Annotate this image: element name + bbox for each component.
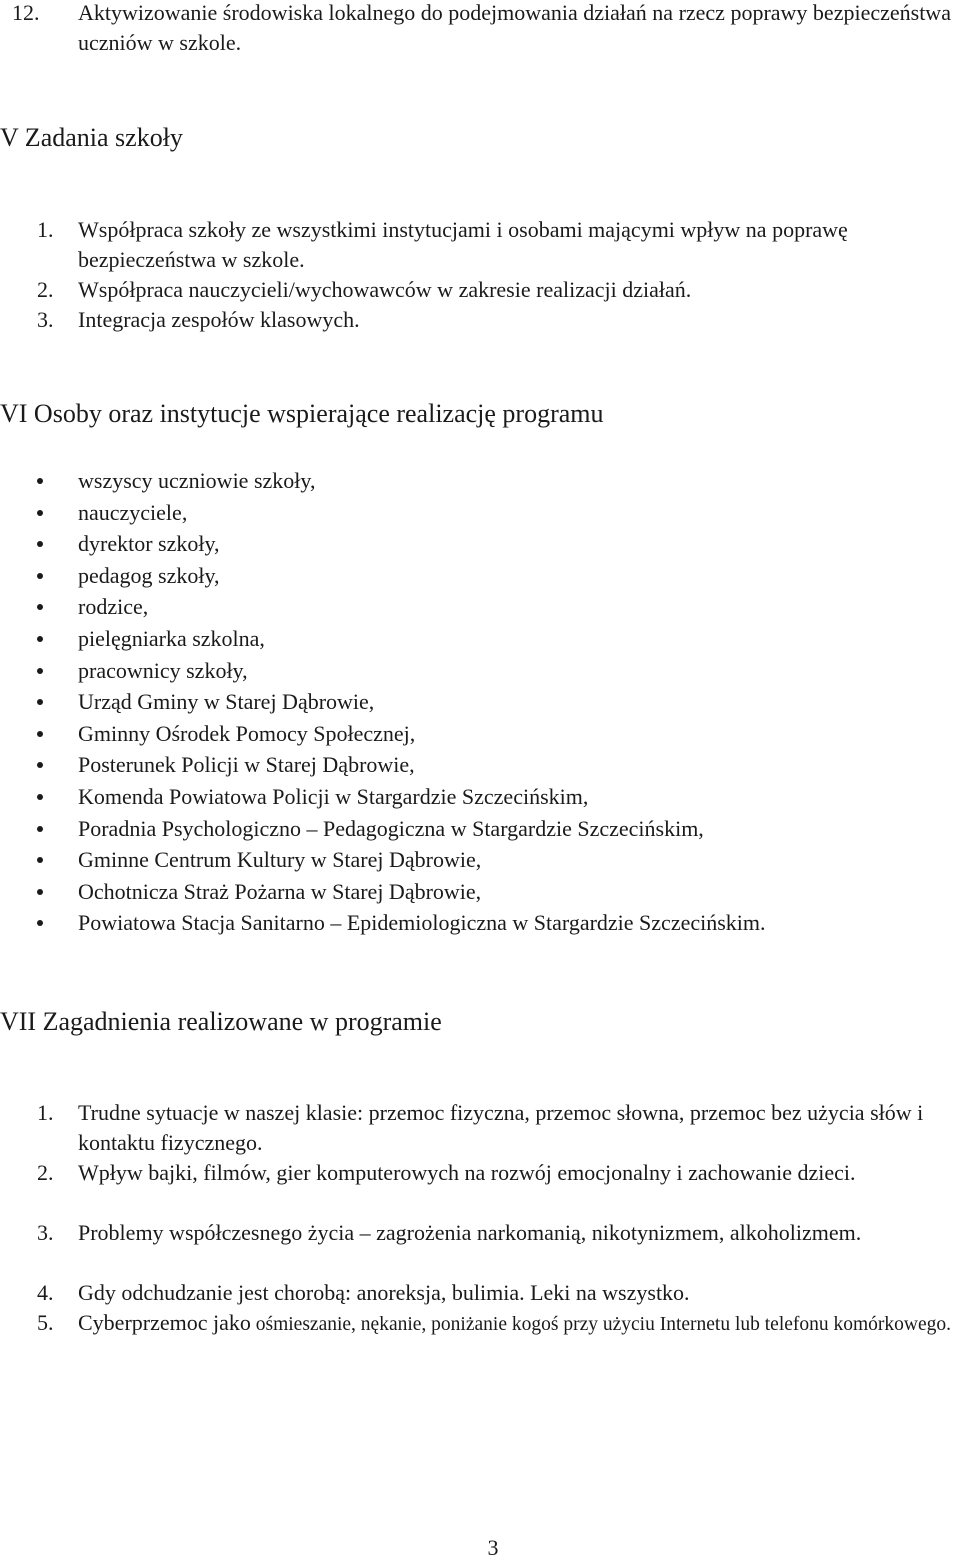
- item-text: Integracja zespołów klasowych.: [78, 307, 360, 332]
- item-text: Współpraca szkoły ze wszystkimi instytucjami i osobami mającymi wpływ na poprawę bezpieczeństwa w szkole.: [78, 217, 848, 272]
- list-item-label: Komenda Powiatowa Policji w Stargardzie Szczecińskim,: [78, 783, 589, 809]
- list-item: [0, 749, 960, 781]
- item-number: 1.: [37, 1100, 54, 1125]
- bullet-icon: [37, 889, 43, 895]
- bullet-icon: [37, 920, 43, 926]
- list-item-label: pielęgniarka szkolna,: [78, 625, 265, 651]
- item-number: 3.: [37, 1220, 54, 1245]
- bullet-icon: [37, 510, 43, 516]
- bullet-icon: [37, 762, 43, 768]
- bullet-icon: [37, 541, 43, 547]
- list-item-label: nauczyciele,: [78, 499, 188, 525]
- item-text: Współpraca nauczycieli/wychowawców w zakresie realizacji działań.: [78, 277, 692, 302]
- item-number: 3.: [37, 307, 54, 332]
- item-text: Trudne sytuacje w naszej klasie: przemoc fizyczna, przemoc słowna, przemoc bez użycia słów i kontaktu fizycznego.: [78, 1100, 924, 1155]
- list-item-label: dyrektor szkoły,: [78, 531, 220, 557]
- bullet-icon: [37, 826, 43, 832]
- list-item-label: Poradnia Psychologiczno – Pedagogiczna w Stargardzie Szczecińskim,: [78, 815, 704, 841]
- item-text: Wpływ bajki, filmów, gier komputerowych na rozwój emocjonalny i zachowanie dzieci.: [78, 1160, 856, 1185]
- item-text-small: ośmieszanie, nękanie, poniżanie kogoś przy użyciu Internetu lub telefonu komórkowego.: [250, 1314, 952, 1335]
- list-item: [0, 781, 960, 813]
- item-text-main: Cyberprzemoc jako: [78, 1310, 251, 1335]
- bullet-icon: [37, 699, 43, 705]
- section-vii-heading: VII Zagadnienia realizowane w programie: [0, 1007, 442, 1036]
- list-item-label: Gminne Centrum Kultury w Starej Dąbrowie,: [78, 847, 482, 873]
- list-item-label: Posterunek Policji w Starej Dąbrowie,: [78, 752, 415, 778]
- list-item: [0, 465, 960, 497]
- list-item: [0, 876, 960, 908]
- list-item: [0, 813, 960, 845]
- item-text: Aktywizowanie środowiska lokalnego do podejmowania działań na rzecz poprawy bezpieczeństwa uczniów w szkole.: [78, 0, 951, 55]
- bullet-icon: [37, 636, 43, 642]
- page-number: 3: [487, 1535, 499, 1560]
- list-item-label: Powiatowa Stacja Sanitarno – Epidemiologiczna w Stargardzie Szczecińskim.: [78, 910, 766, 936]
- list-item-label: Gminny Ośrodek Pomocy Społecznej,: [78, 720, 416, 746]
- bullet-icon: [37, 731, 43, 737]
- item-number: 4.: [37, 1280, 54, 1305]
- item-number: 2.: [37, 1160, 54, 1185]
- list-item-label: Ochotnicza Straż Pożarna w Starej Dąbrowie,: [78, 878, 482, 904]
- item-text: Problemy współczesnego życia – zagrożenia narkomanią, nikotynizmem, alkoholizmem.: [78, 1220, 862, 1245]
- item-text: [78, 1308, 960, 1340]
- list-item: [0, 844, 960, 876]
- bullet-icon: [37, 478, 43, 484]
- list-item-label: Urząd Gminy w Starej Dąbrowie,: [78, 689, 375, 715]
- supporters-list: [0, 465, 960, 939]
- list-item: [0, 623, 960, 655]
- bullet-icon: [37, 668, 43, 674]
- section-v-heading: V Zadania szkoły: [0, 123, 183, 152]
- section-vi-heading: VI Osoby oraz instytucje wspierające realizację programu: [0, 399, 604, 428]
- list-item: [0, 528, 960, 560]
- item-number: 5.: [37, 1310, 54, 1335]
- item-number: 2.: [37, 277, 54, 302]
- item-number: 1.: [37, 217, 54, 242]
- list-item: [0, 497, 960, 529]
- list-item: [0, 686, 960, 718]
- item-text: Gdy odchudzanie jest chorobą: anoreksja, bulimia. Leki na wszystko.: [78, 1280, 690, 1305]
- list-item-label: wszyscy uczniowie szkoły,: [78, 468, 316, 493]
- bullet-icon: [37, 794, 43, 800]
- bullet-icon: [37, 573, 43, 579]
- item-number: 12.: [12, 0, 40, 25]
- list-item: [0, 591, 960, 623]
- list-item: [0, 655, 960, 687]
- list-item-label: pracownicy szkoły,: [78, 657, 248, 683]
- bullet-icon: [37, 604, 43, 610]
- list-item-label: rodzice,: [78, 594, 149, 620]
- bullet-icon: [37, 857, 43, 863]
- list-item: [0, 718, 960, 750]
- list-item: [0, 560, 960, 592]
- list-item: [0, 907, 960, 939]
- list-item-label: pedagog szkoły,: [78, 562, 220, 588]
